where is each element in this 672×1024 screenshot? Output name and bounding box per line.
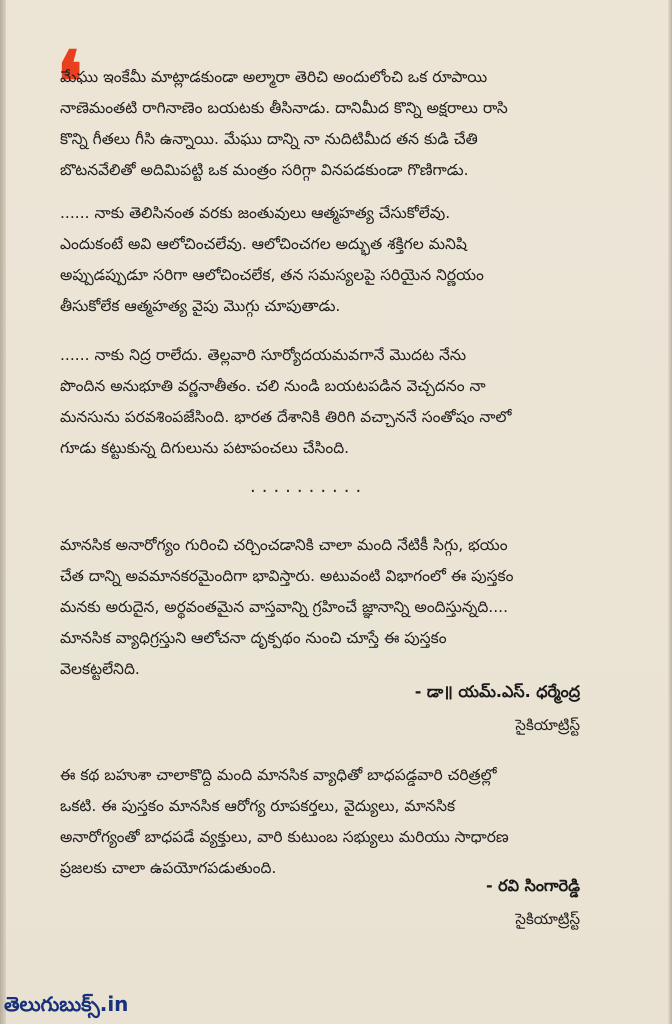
text-line: మానసిక వ్యాధిగ్రస్తుని ఆలోచనా దృక్పథం నుంచి చూస్తే ఈ పుస్తకం — [60, 629, 447, 647]
text-line: గూడు కట్టుకున్న దిగులును పటాపంచలు చేసింది. — [60, 439, 350, 457]
text-line: మానసిక అనారోగ్యం గురించి చర్చించడానికి చాలా మంది నేటికీ సిగ్గు, భయం — [60, 536, 508, 554]
review-paragraph-2 — [60, 760, 620, 884]
site-watermark: తెలుగుబుక్స్.in — [4, 992, 129, 1016]
text-line: మనసును పరవశింపజేసింది. భారత దేశానికి తిరిగి వచ్చాననే సంతోషం నాలో — [60, 408, 512, 426]
text-line: మేఘు ఇంకేమీ మాట్లాడకుండా అల్మారా తెరిచి అందులోంచి ఒక రూపాయి — [60, 68, 488, 86]
review-paragraph-1 — [60, 530, 620, 685]
text-line: వెలకట్టలేనిది. — [60, 660, 140, 678]
page-edge-right — [668, 0, 672, 1024]
text-line: ఈ కథ బహుశా చాలాకొద్ది మంది మానసిక వ్యాధితో బాధపడ్డవారి చరిత్రల్లో — [60, 766, 497, 784]
section-separator: .......... — [250, 476, 368, 497]
text-line: నాణెమంతటి రాగినాణెం బయటకు తీసినాడు. దానిమీద కొన్ని అక్షరాలు రాసి — [60, 99, 508, 117]
excerpt-paragraph-1 — [60, 62, 620, 186]
review-author-role-2: సైకియాట్రిస్ట్ — [515, 910, 580, 928]
text-line: బొటనవేలితో అదిమిపట్టి ఒక మంత్రం సరిగ్గా వినపడకుండా గొణిగాడు. — [60, 161, 469, 179]
text-line: తీసుకోలేక ఆత్మహత్య వైపు మొగ్గు చూపుతాడు. — [60, 297, 341, 315]
excerpt-paragraph-2 — [60, 198, 620, 322]
text-line: కొన్ని గీతలు గీసి ఉన్నాయి. మేఘు దాన్ని నా నుదిటిమీద తన కుడి చేతి — [60, 130, 478, 148]
text-line: ...... నాకు నిద్ర రాలేదు. తెల్లవారి సూర్యోదయమవగానే మొదట నేను — [60, 346, 467, 364]
opening-quote-icon: ❛ — [56, 32, 84, 131]
text-line: అప్పుడప్పుడూ సరిగా ఆలోచించలేక, తన సమస్యలపై సరియైన నిర్ణయం — [60, 266, 484, 284]
excerpt-paragraph-3 — [60, 340, 620, 464]
text-line: అనారోగ్యంతో బాధపడే వ్యక్తులు, వారి కుటుంబ సభ్యులు మరియు సాధారణ — [60, 828, 509, 846]
text-line: ప్రజలకు చాలా ఉపయోగపడుతుంది. — [60, 859, 277, 877]
page-edge-left — [0, 0, 6, 1024]
review-author-role-1: సైకియాట్రిస్ట్ — [515, 716, 580, 734]
text-line: ఎందుకంటే అవి ఆలోచించలేవు. ఆలోచించగల అద్భుత శక్తిగల మనిషి — [60, 235, 467, 253]
text-line: పొందిన అనుభూతి వర్ణనాతీతం. చలి నుండి బయటపడిన వెచ్చదనం నా — [60, 377, 486, 395]
review-author-1: - డా॥ యమ్.ఎస్. ధర్మేంద్ర — [414, 682, 580, 701]
text-line: మనకు అరుదైన, అర్థవంతమైన వాస్తవాన్ని గ్రహించే జ్ఞానాన్ని అందిస్తున్నది.... — [60, 598, 509, 616]
review-author-2: - రవి సింగారెడ్డి — [485, 876, 580, 895]
text-line: చేత దాన్ని అవమానకరమైందిగా భావిస్తారు. అటువంటి విభాగంలో ఈ పుస్తకం — [60, 567, 514, 585]
text-line: ఒకటి. ఈ పుస్తకం మానసిక ఆరోగ్య రూపకర్తలు, వైద్యులు, మానసిక — [60, 797, 456, 815]
text-line: ...... నాకు తెలిసినంత వరకు జంతువులు ఆత్మహత్య చేసుకోలేవు. — [60, 204, 451, 222]
